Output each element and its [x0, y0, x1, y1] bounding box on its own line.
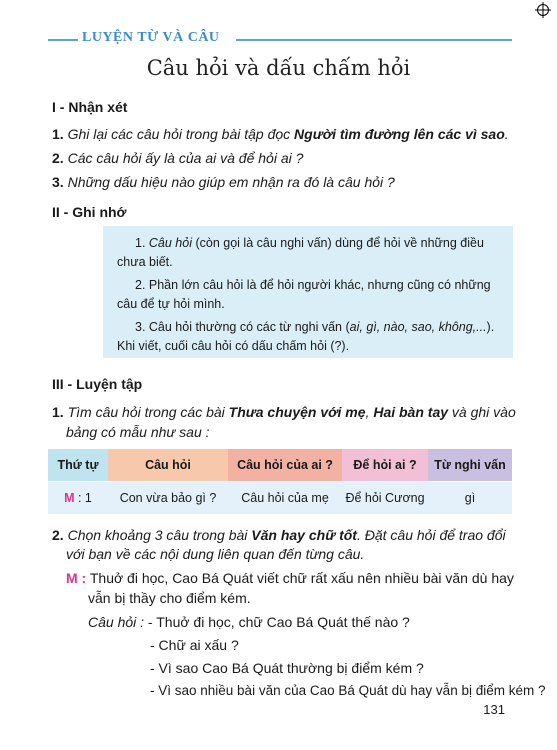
section-rule-right	[236, 39, 512, 41]
example-question-2: - Chữ ai xấu ?	[150, 637, 239, 653]
example-line-2: vẫn bị thầy cho điểm kém.	[88, 590, 251, 606]
page-title: Câu hỏi và dấu chấm hỏi	[146, 56, 411, 80]
heading-luyen-tap: III - Luyện tập	[52, 376, 143, 392]
heading-nhan-xet: I - Nhận xét	[52, 99, 128, 115]
heading-ghi-nho: II - Ghi nhớ	[52, 204, 127, 220]
exercise-1-line-1: 1. Tìm câu hỏi trong các bài Thưa chuyện với mẹ, Hai bàn tay và ghi vào	[52, 404, 516, 420]
note-1: 1. Câu hỏi (còn gọi là câu nghi vấn) dùng để hỏi về những điều chưa biết.	[117, 236, 484, 269]
table-row	[48, 482, 512, 515]
table-header: Thứ tự	[48, 449, 108, 482]
table-header: Câu hỏi của ai ?	[228, 449, 342, 482]
section-label: LUYỆN TỪ VÀ CÂU	[82, 30, 220, 45]
note-2: 2. Phần lớn câu hỏi là để hỏi người khác, nhưng cũng có những câu để tự hỏi mình.	[117, 278, 491, 311]
registration-mark-icon	[535, 2, 551, 18]
table-header: Để hỏi ai ?	[342, 449, 428, 482]
table-cell: gì	[428, 482, 512, 515]
table-header: Câu hỏi	[108, 449, 228, 482]
sample-table	[48, 449, 512, 514]
table-header: Từ nghi vấn	[428, 449, 512, 482]
section-rule-left	[48, 39, 78, 41]
example-question-4: - Vì sao nhiều bài văn của Cao Bá Quát dù hay vẫn bị điểm kém ?	[150, 683, 546, 698]
table-cell: Câu hỏi của mẹ	[228, 482, 342, 515]
table-cell: Con vừa bảo gì ?	[108, 482, 228, 515]
note-3: 3. Câu hỏi thường có các từ nghi vấn (ai, gì, nào, sao, không,...). Khi viết, cuối câu hỏi có dấu chấm hỏi (?).	[117, 320, 495, 353]
example-question-3: - Vì sao Cao Bá Quát thường bị điểm kém ?	[150, 660, 424, 676]
table-header-row	[48, 449, 512, 482]
exercise-1-line-2: bảng có mẫu như sau :	[66, 424, 210, 440]
exercise-2-line-2: với bạn về các nội dung liên quan đến từng câu.	[66, 546, 365, 562]
ghi-nho-box	[103, 226, 513, 358]
table-cell-order: M : 1	[48, 482, 108, 515]
page-number: 131	[483, 702, 505, 717]
question-2: 2. Các câu hỏi ấy là của ai và để hỏi ai ?	[52, 150, 304, 166]
exercise-2-line-1: 2. Chọn khoảng 3 câu trong bài Văn hay chữ tốt. Đặt câu hỏi để trao đổi	[52, 527, 506, 543]
example-question-1: Câu hỏi : - Thuở đi học, chữ Cao Bá Quát thế nào ?	[88, 614, 410, 630]
question-1: 1. Ghi lại các câu hỏi trong bài tập đọc Người tìm đường lên các vì sao.	[52, 126, 509, 142]
table-cell: Để hỏi Cương	[342, 482, 428, 515]
question-3: 3. Những dấu hiệu nào giúp em nhận ra đó là câu hỏi ?	[52, 174, 395, 190]
example-line-1: M : Thuở đi học, Cao Bá Quát viết chữ rất xấu nên nhiều bài văn dù hay	[66, 570, 514, 586]
